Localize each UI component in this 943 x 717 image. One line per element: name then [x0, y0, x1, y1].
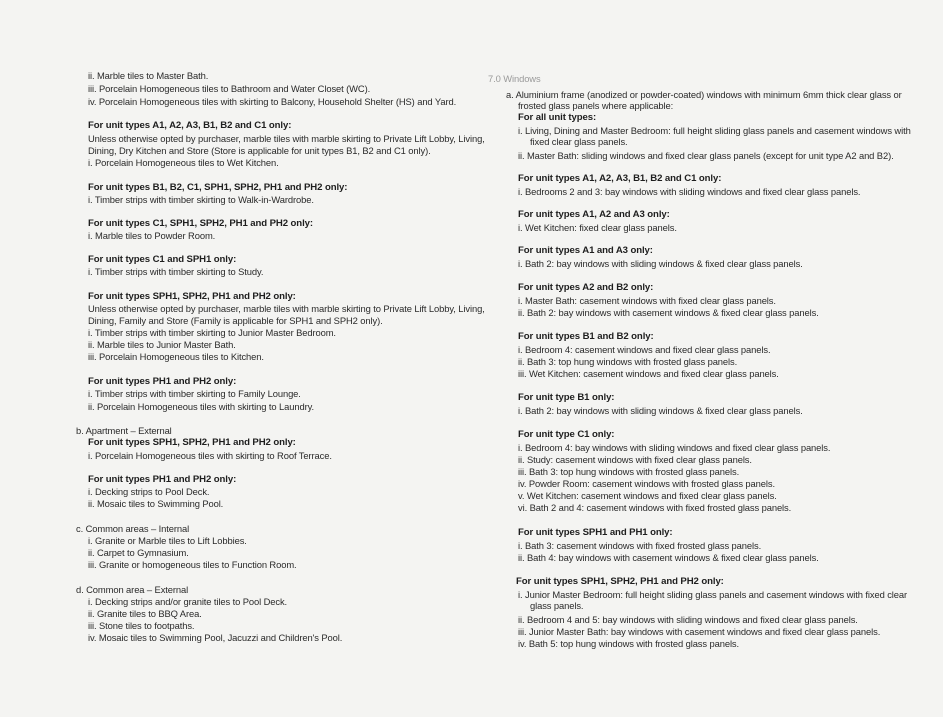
right-heading: For unit type C1 only: — [518, 429, 615, 440]
left-text-line: ii. Mosaic tiles to Swimming Pool. — [88, 498, 224, 509]
left-text-line: i. Granite or Marble tiles to Lift Lobbies. — [88, 535, 247, 546]
right-heading: For unit types SPH1, SPH2, PH1 and PH2 only: — [516, 576, 724, 587]
right-text-line: frosted glass panels where applicable: — [518, 100, 674, 111]
right-heading: For unit types A1, A2 and A3 only: — [518, 209, 670, 220]
right-text-line: v. Wet Kitchen: casement windows and fixed clear glass panels. — [518, 490, 777, 501]
right-text-line: ii. Master Bath: sliding windows and fixed clear glass panels (except for unit type A2 and B2). — [518, 150, 894, 161]
right-text-line: vi. Bath 2 and 4: casement windows with fixed frosted glass panels. — [518, 502, 792, 513]
left-text-line: i. Timber strips with timber skirting to Family Lounge. — [88, 388, 301, 399]
left-heading: For unit types C1 and SPH1 only: — [88, 254, 237, 265]
left-heading: For unit types A1, A2, A3, B1, B2 and C1 only: — [88, 120, 292, 131]
left-text-line: i. Timber strips with timber skirting to Junior Master Bedroom. — [88, 327, 336, 338]
left-text-line: i. Decking strips to Pool Deck. — [88, 486, 210, 497]
left-heading: For unit types SPH1, SPH2, PH1 and PH2 only: — [88, 291, 296, 302]
left-text-line: Dining, Family and Store (Family is applicable for SPH1 and SPH2 only). — [88, 315, 383, 326]
right-text-line: i. Bedroom 4: bay windows with sliding windows and fixed clear glass panels. — [518, 442, 831, 453]
left-heading: For unit types B1, B2, C1, SPH1, SPH2, PH1 and PH2 only: — [88, 182, 348, 193]
left-text-line: i. Decking strips and/or granite tiles to Pool Deck. — [88, 596, 288, 607]
right-text-line: a. Aluminium frame (anodized or powder-coated) windows with minimum 6mm thick clear glass or — [506, 89, 902, 100]
right-heading: For unit types A2 and B2 only: — [518, 282, 654, 293]
left-text-line: iii. Granite or homogeneous tiles to Function Room. — [88, 559, 297, 570]
left-text-line: i. Porcelain Homogeneous tiles to Wet Kitchen. — [88, 157, 279, 168]
right-heading: For unit types A1, A2, A3, B1, B2 and C1 only: — [518, 173, 722, 184]
right-text-line: ii. Study: casement windows with fixed clear glass panels. — [518, 454, 752, 465]
right-text-line: ii. Bath 3: top hung windows with frosted glass panels. — [518, 356, 738, 367]
right-text-line: i. Bath 2: bay windows with sliding windows & fixed clear glass panels. — [518, 405, 803, 416]
right-text-line: iii. Junior Master Bath: bay windows with casement windows and fixed clear glass panels. — [518, 626, 881, 637]
right-heading: For unit types A1 and A3 only: — [518, 245, 653, 256]
right-text-line: glass panels. — [530, 600, 584, 611]
right-text-line: i. Bedrooms 2 and 3: bay windows with sliding windows and fixed clear glass panels. — [518, 186, 861, 197]
right-text-line: ii. Bedroom 4 and 5: bay windows with sliding windows and fixed clear glass panels. — [518, 614, 858, 625]
left-text-line: i. Timber strips with timber skirting to Study. — [88, 266, 264, 277]
right-text-line: iii. Wet Kitchen: casement windows and fixed clear glass panels. — [518, 368, 779, 379]
left-text-line: ii. Marble tiles to Junior Master Bath. — [88, 339, 236, 350]
left-text-line: iii. Porcelain Homogeneous tiles to Bathroom and Water Closet (WC). — [88, 83, 371, 94]
right-heading: For unit types B1 and B2 only: — [518, 331, 654, 342]
right-text-line: 7.0 Windows — [488, 73, 541, 84]
right-text-line: i. Living, Dining and Master Bedroom: full height sliding glass panels and casement windows with — [518, 125, 911, 136]
right-text-line: i. Master Bath: casement windows with fixed clear glass panels. — [518, 295, 776, 306]
left-text-line: ii. Marble tiles to Master Bath. — [88, 70, 209, 81]
left-text-line: iii. Stone tiles to footpaths. — [88, 620, 195, 631]
right-text-line: iv. Bath 5: top hung windows with frosted glass panels. — [518, 638, 740, 649]
left-text-line: Unless otherwise opted by purchaser, marble tiles with marble skirting to Private Lift Lobby, Living, — [88, 133, 485, 144]
right-text-line: iii. Bath 3: top hung windows with frosted glass panels. — [518, 466, 740, 477]
right-text-line: ii. Bath 4: bay windows with casement windows & fixed clear glass panels. — [518, 552, 819, 563]
left-text-line: Unless otherwise opted by purchaser, marble tiles with marble skirting to Private Lift Lobby, Living, — [88, 303, 485, 314]
left-text-line: iv. Porcelain Homogeneous tiles with skirting to Balcony, Household Shelter (HS) and Yard. — [88, 96, 457, 107]
left-text-line: ii. Carpet to Gymnasium. — [88, 547, 189, 558]
left-text-line: d. Common area – External — [76, 584, 189, 595]
right-text-line: i. Wet Kitchen: fixed clear glass panels. — [518, 222, 677, 233]
left-heading: For unit types PH1 and PH2 only: — [88, 474, 237, 485]
right-heading: For all unit types: — [518, 112, 597, 123]
left-heading: For unit types PH1 and PH2 only: — [88, 376, 237, 387]
left-text-line: b. Apartment – External — [76, 425, 172, 436]
right-text-line: iv. Powder Room: casement windows with frosted glass panels. — [518, 478, 775, 489]
left-text-line: i. Timber strips with timber skirting to Walk-in-Wardrobe. — [88, 194, 314, 205]
left-text-line: i. Porcelain Homogeneous tiles with skirting to Roof Terrace. — [88, 450, 332, 461]
left-text-line: ii. Porcelain Homogeneous tiles with skirting to Laundry. — [88, 401, 315, 412]
right-text-line: i. Junior Master Bedroom: full height sliding glass panels and casement windows with fixed clear — [518, 589, 908, 600]
left-text-line: iv. Mosaic tiles to Swimming Pool, Jacuzzi and Children's Pool. — [88, 632, 343, 643]
left-heading: For unit types SPH1, SPH2, PH1 and PH2 only: — [88, 437, 296, 448]
right-text-line: i. Bath 3: casement windows with fixed frosted glass panels. — [518, 540, 762, 551]
right-text-line: fixed clear glass panels. — [530, 136, 628, 147]
right-text-line: i. Bath 2: bay windows with sliding windows & fixed clear glass panels. — [518, 258, 803, 269]
left-text-line: ii. Granite tiles to BBQ Area. — [88, 608, 202, 619]
left-text-line: c. Common areas – Internal — [76, 523, 190, 534]
right-heading: For unit types SPH1 and PH1 only: — [518, 527, 673, 538]
left-text-line: i. Marble tiles to Powder Room. — [88, 230, 216, 241]
left-text-line: Dining, Dry Kitchen and Store (Store is applicable for unit types B1, B2 and C1 only). — [88, 145, 431, 156]
right-text-line: ii. Bath 2: bay windows with casement windows & fixed clear glass panels. — [518, 307, 819, 318]
left-text-line: iii. Porcelain Homogeneous tiles to Kitchen. — [88, 351, 264, 362]
right-text-line: i. Bedroom 4: casement windows and fixed clear glass panels. — [518, 344, 771, 355]
right-heading: For unit type B1 only: — [518, 392, 615, 403]
left-heading: For unit types C1, SPH1, SPH2, PH1 and PH2 only: — [88, 218, 313, 229]
